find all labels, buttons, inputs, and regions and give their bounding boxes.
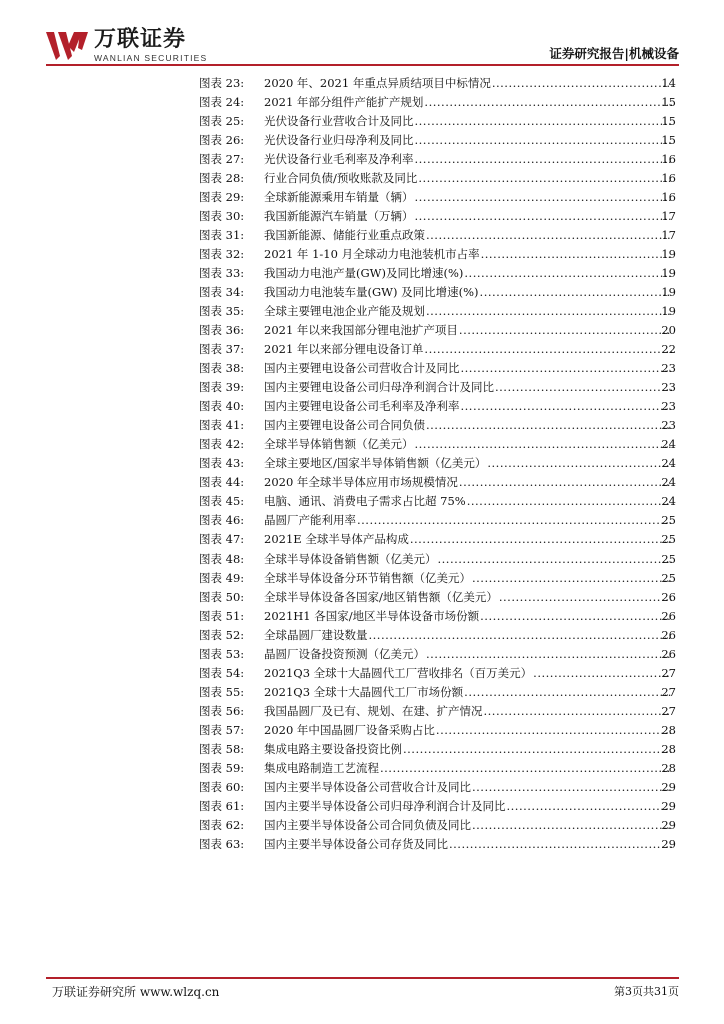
figure-label: 图表 61: — [199, 798, 245, 813]
figure-title-line — [264, 797, 672, 815]
figure-label: 图表 58: — [199, 741, 245, 756]
figure-title: 我国动力电池装车量(GW) 及同比增速(%) — [264, 285, 479, 300]
figure-title: 全球主要锂电池企业产能及规划 — [264, 304, 425, 319]
toc-entry[interactable] — [0, 188, 724, 206]
figure-page-number: 19 — [661, 247, 676, 262]
toc-entry[interactable] — [0, 207, 724, 225]
figure-page-number: 24 — [661, 456, 676, 471]
figure-page-number: 16 — [661, 152, 676, 167]
figure-title: 光伏设备行业归母净利及同比 — [264, 133, 414, 148]
dot-leader — [415, 207, 673, 225]
dot-leader — [495, 378, 672, 396]
figure-title: 国内主要半导体设备公司存货及同比 — [264, 836, 448, 851]
figure-page-number: 29 — [661, 817, 676, 832]
figure-title: 2021Q3 全球十大晶圆代工厂市场份额 — [264, 684, 464, 699]
figure-page-number: 29 — [661, 779, 676, 794]
toc-entry[interactable] — [0, 626, 724, 644]
figure-label: 图表 26: — [199, 133, 245, 148]
figure-title: 国内主要锂电设备公司毛利率及净利率 — [264, 399, 460, 414]
toc-entry[interactable] — [0, 397, 724, 415]
figure-title: 2021E 全球半导体产品构成 — [264, 532, 409, 547]
toc-entry[interactable] — [0, 340, 724, 358]
figure-title-line — [264, 188, 672, 206]
figure-label: 图表 30: — [199, 209, 245, 224]
figure-label: 图表 60: — [199, 779, 245, 794]
figure-title-line — [264, 759, 672, 777]
figure-page-number: 26 — [661, 646, 676, 661]
toc-entry[interactable] — [0, 702, 724, 720]
figure-label: 图表 31: — [199, 228, 245, 243]
figure-title-line — [264, 530, 672, 548]
footer-divider — [46, 977, 679, 979]
dot-leader — [481, 245, 672, 263]
figure-page-number: 28 — [661, 741, 676, 756]
figure-title: 2020 年、2021 年重点异质结项目中标情况 — [264, 76, 491, 90]
dot-leader — [424, 340, 672, 358]
toc-entry[interactable] — [0, 473, 724, 491]
toc-entry[interactable] — [0, 302, 724, 320]
toc-entry[interactable] — [0, 759, 724, 777]
figure-title: 电脑、通讯、消费电子需求占比超 75% — [264, 494, 466, 509]
figure-title: 2020 年全球半导体应用市场规模情况 — [264, 475, 458, 490]
figure-title: 全球晶圆厂建设数量 — [264, 627, 368, 642]
figure-label: 图表 54: — [199, 665, 245, 680]
figure-page-number: 28 — [661, 760, 676, 775]
figure-label: 图表 41: — [199, 418, 245, 433]
figure-title-line — [264, 93, 672, 111]
figure-label: 图表 51: — [199, 608, 245, 623]
figure-page-number: 22 — [661, 342, 676, 357]
figure-title-line — [264, 245, 672, 263]
figure-title: 全球新能源乘用车销量（辆） — [264, 190, 414, 205]
figure-title: 国内主要锂电设备公司归母净利润合计及同比 — [264, 380, 494, 395]
figure-page-number: 27 — [661, 684, 676, 699]
figure-label: 图表 53: — [199, 646, 245, 661]
figure-page-number: 16 — [661, 190, 676, 205]
toc-entry[interactable] — [0, 588, 724, 606]
figure-title: 我国新能源汽车销量（万辆） — [264, 209, 414, 224]
figure-title: 国内主要半导体设备公司归母净利润合计及同比 — [264, 798, 506, 813]
figure-label: 图表 28: — [199, 171, 245, 186]
dot-leader — [464, 683, 672, 701]
figure-label: 图表 45: — [199, 494, 245, 509]
figure-title-line — [264, 416, 672, 434]
dot-leader — [533, 664, 672, 682]
figure-title: 行业合同负债/预收账款及同比 — [264, 171, 418, 186]
dot-leader — [410, 530, 672, 548]
toc-entry[interactable] — [0, 93, 724, 111]
dot-leader — [461, 397, 673, 415]
figure-page-number: 23 — [661, 418, 676, 433]
figure-title-line — [264, 550, 672, 568]
figure-label: 图表 44: — [199, 475, 245, 490]
figure-title-line — [264, 150, 672, 168]
figure-title-line — [264, 473, 672, 491]
figure-page-number: 26 — [661, 608, 676, 623]
figure-title-line — [264, 283, 672, 301]
figure-label: 图表 47: — [199, 532, 245, 547]
toc-entry[interactable] — [0, 150, 724, 168]
figure-page-number: 19 — [661, 285, 676, 300]
dot-leader — [426, 416, 672, 434]
toc-entry[interactable] — [0, 321, 724, 339]
figure-title: 国内主要半导体设备公司合同负债及同比 — [264, 817, 471, 832]
figure-label: 图表 56: — [199, 703, 245, 718]
figure-label: 图表 23: — [199, 76, 245, 90]
figure-title: 全球半导体设备各国家/地区销售额（亿美元） — [264, 589, 498, 604]
figure-title: 全球半导体销售额（亿美元） — [264, 437, 414, 452]
figure-title: 集成电路制造工艺流程 — [264, 760, 379, 775]
figure-page-number: 27 — [661, 665, 676, 680]
toc-entry[interactable] — [0, 721, 724, 739]
dot-leader — [424, 93, 672, 111]
figure-label: 图表 48: — [199, 551, 245, 566]
figure-title: 晶圆厂设备投资预测（亿美元） — [264, 646, 425, 661]
report-type-label: 证券研究报告|机械设备 — [549, 46, 679, 61]
figure-label: 图表 36: — [199, 323, 245, 338]
dot-leader — [464, 264, 672, 282]
dot-leader — [507, 797, 673, 815]
dot-leader — [415, 435, 673, 453]
figure-title: 2021 年以来部分锂电设备订单 — [264, 342, 424, 357]
figure-page-number: 26 — [661, 589, 676, 604]
figure-label: 图表 62: — [199, 817, 245, 832]
header-divider — [46, 64, 679, 66]
figure-page-number: 17 — [661, 228, 676, 243]
toc-entry[interactable] — [0, 435, 724, 453]
figure-page-number: 16 — [661, 171, 676, 186]
figure-title-line — [264, 569, 672, 587]
figure-title: 2020 年中国晶圆厂设备采购占比 — [264, 722, 435, 737]
figure-page-number: 24 — [661, 437, 676, 452]
dot-leader — [426, 302, 672, 320]
figure-label: 图表 24: — [199, 95, 245, 110]
figure-label: 图表 49: — [199, 570, 245, 585]
dot-leader — [415, 188, 673, 206]
toc-entry[interactable] — [0, 226, 724, 244]
figure-label: 图表 42: — [199, 437, 245, 452]
figure-label: 图表 50: — [199, 589, 245, 604]
figure-title-line — [264, 454, 672, 472]
figure-title: 2021 年以来我国部分锂电池扩产项目 — [264, 323, 458, 338]
figure-label: 图表 29: — [199, 190, 245, 205]
toc-entry[interactable] — [0, 264, 724, 282]
toc-entry[interactable] — [0, 131, 724, 149]
figure-page-number: 25 — [661, 551, 676, 566]
figure-title-line — [264, 321, 672, 339]
figure-page-number: 15 — [661, 95, 676, 110]
figure-title: 全球主要地区/国家半导体销售额（亿美元） — [264, 456, 487, 471]
figure-label: 图表 46: — [199, 513, 245, 528]
figure-title-line — [264, 588, 672, 606]
figure-label: 图表 63: — [199, 836, 245, 851]
figure-title-line — [264, 645, 672, 663]
figure-title-line — [264, 435, 672, 453]
figure-title-line — [264, 816, 672, 834]
figure-title: 2021H1 各国家/地区半导体设备市场份额 — [264, 608, 480, 623]
dot-leader — [426, 645, 672, 663]
dot-leader — [357, 511, 672, 529]
figure-page-number: 29 — [661, 836, 676, 851]
figure-page-number: 24 — [661, 494, 676, 509]
figure-title: 国内主要锂电设备公司合同负债 — [264, 418, 425, 433]
dot-leader — [480, 607, 672, 625]
toc-entry[interactable] — [0, 283, 724, 301]
figure-label: 图表 40: — [199, 399, 245, 414]
dot-leader — [459, 473, 672, 491]
figure-title-line — [264, 207, 672, 225]
dot-leader — [480, 283, 672, 301]
toc-entry[interactable] — [0, 645, 724, 663]
dot-leader — [449, 835, 672, 853]
figure-title: 全球半导体设备销售额（亿美元） — [264, 551, 437, 566]
figure-label: 图表 43: — [199, 456, 245, 471]
figure-label: 图表 33: — [199, 266, 245, 281]
dot-leader — [369, 626, 673, 644]
toc-entry[interactable] — [0, 607, 724, 625]
toc-entry[interactable] — [0, 569, 724, 587]
toc-entry[interactable] — [0, 683, 724, 701]
dot-leader — [415, 131, 673, 149]
figure-label: 图表 37: — [199, 342, 245, 357]
figure-label: 图表 32: — [199, 247, 245, 262]
figure-title-line — [264, 302, 672, 320]
dot-leader — [438, 550, 673, 568]
figure-title-line — [264, 169, 672, 187]
figure-label: 图表 39: — [199, 380, 245, 395]
dot-leader — [415, 150, 673, 168]
figure-label: 图表 38: — [199, 361, 245, 376]
figure-page-number: 25 — [661, 532, 676, 547]
toc-entry[interactable] — [0, 816, 724, 834]
figure-label: 图表 35: — [199, 304, 245, 319]
toc-entry[interactable] — [0, 550, 724, 568]
figure-title-line — [264, 607, 672, 625]
figure-page-number: 28 — [661, 722, 676, 737]
figure-title-line — [264, 702, 672, 720]
figure-title: 我国晶圆厂及已有、规划、在建、扩产情况 — [264, 703, 483, 718]
figure-page-number: 20 — [661, 323, 676, 338]
dot-leader — [426, 226, 672, 244]
toc-entry[interactable] — [0, 664, 724, 682]
figure-page-number: 23 — [661, 399, 676, 414]
dot-leader — [492, 74, 672, 92]
figure-title-line — [264, 511, 672, 529]
page-number: 第3页共31页 — [614, 985, 679, 998]
figure-title: 集成电路主要设备投资比例 — [264, 741, 402, 756]
figure-title-line — [264, 112, 672, 130]
logo-chinese-name: 万联证券 — [94, 27, 187, 52]
figure-title: 2021 年 1-10 月全球动力电池装机市占率 — [264, 247, 480, 262]
wanlian-logo-icon — [46, 28, 90, 64]
toc-entry[interactable] — [0, 112, 724, 130]
toc-entry[interactable] — [0, 511, 724, 529]
figure-title: 我国新能源、储能行业重点政策 — [264, 228, 425, 243]
figure-label: 图表 34: — [199, 285, 245, 300]
figure-title-line — [264, 683, 672, 701]
figure-page-number: 25 — [661, 513, 676, 528]
figure-title-line — [264, 264, 672, 282]
figure-page-number: 27 — [661, 703, 676, 718]
dot-leader — [436, 721, 672, 739]
figure-label: 图表 25: — [199, 114, 245, 129]
figure-title-line — [264, 721, 672, 739]
logo-english-name: WANLIAN SECURITIES — [94, 53, 208, 63]
figure-title: 我国动力电池产量(GW)及同比增速(%) — [264, 266, 464, 281]
figure-page-number: 25 — [661, 570, 676, 585]
dot-leader — [415, 112, 673, 130]
dot-leader — [487, 454, 672, 472]
figure-title: 2021 年部分组件产能扩产规划 — [264, 95, 424, 110]
dot-leader — [380, 759, 672, 777]
figure-page-number: 15 — [661, 114, 676, 129]
toc-entry[interactable] — [0, 492, 724, 510]
figure-title-line — [264, 740, 672, 758]
figure-page-number: 14 — [661, 76, 676, 90]
toc-entry[interactable] — [0, 797, 724, 815]
dot-leader — [472, 778, 672, 796]
figure-title: 全球半导体设备分环节销售额（亿美元） — [264, 570, 471, 585]
dot-leader — [499, 588, 672, 606]
figure-title-line — [264, 226, 672, 244]
figure-title: 光伏设备行业营收合计及同比 — [264, 114, 414, 129]
figure-title-line — [264, 664, 672, 682]
dot-leader — [461, 359, 673, 377]
figure-page-number: 24 — [661, 475, 676, 490]
dot-leader — [472, 816, 672, 834]
figure-page-number: 19 — [661, 266, 676, 281]
figure-title-line — [264, 359, 672, 377]
toc-entry[interactable] — [0, 530, 724, 548]
figure-page-number: 29 — [661, 798, 676, 813]
toc-entry[interactable] — [0, 416, 724, 434]
dot-leader — [472, 569, 672, 587]
figure-page-number: 17 — [661, 209, 676, 224]
toc-entry[interactable] — [0, 169, 724, 187]
dot-leader — [403, 740, 672, 758]
figure-title-line — [264, 397, 672, 415]
figure-title-line — [264, 778, 672, 796]
figure-title: 国内主要锂电设备公司营收合计及同比 — [264, 361, 460, 376]
figure-page-number: 26 — [661, 627, 676, 642]
figure-title: 晶圆厂产能利用率 — [264, 513, 356, 528]
figure-page-number: 23 — [661, 380, 676, 395]
dot-leader — [484, 702, 673, 720]
figure-title: 国内主要半导体设备公司营收合计及同比 — [264, 779, 471, 794]
figure-title-line — [264, 835, 672, 853]
page-header — [0, 0, 724, 70]
footer-source: 万联证券研究所 www.wlzq.cn — [52, 985, 220, 999]
figure-page-number: 19 — [661, 304, 676, 319]
figure-label: 图表 52: — [199, 627, 245, 642]
figure-label: 图表 57: — [199, 722, 245, 737]
toc-entry[interactable] — [0, 359, 724, 377]
figure-title-line — [264, 340, 672, 358]
figure-title-line — [264, 131, 672, 149]
figure-title-line — [264, 492, 672, 510]
toc-entry[interactable] — [0, 245, 724, 263]
figure-page-number: 15 — [661, 133, 676, 148]
figure-title: 2021Q3 全球十大晶圆代工厂营收排名（百万美元） — [264, 665, 533, 680]
figure-title-line — [264, 74, 672, 92]
figure-label: 图表 55: — [199, 684, 245, 699]
dot-leader — [467, 492, 672, 510]
figure-title-line — [264, 626, 672, 644]
toc-entry[interactable] — [0, 835, 724, 853]
toc-entry[interactable] — [0, 778, 724, 796]
figure-label: 图表 59: — [199, 760, 245, 775]
figure-title: 光伏设备行业毛利率及净利率 — [264, 152, 414, 167]
figure-page-number: 23 — [661, 361, 676, 376]
figure-label: 图表 27: — [199, 152, 245, 167]
dot-leader — [459, 321, 672, 339]
toc-entry[interactable] — [0, 74, 724, 92]
toc-entry[interactable] — [0, 454, 724, 472]
figure-title-line — [264, 378, 672, 396]
toc-entry[interactable] — [0, 378, 724, 396]
company-logo — [46, 28, 207, 64]
dot-leader — [418, 169, 672, 187]
toc-entry[interactable] — [0, 740, 724, 758]
